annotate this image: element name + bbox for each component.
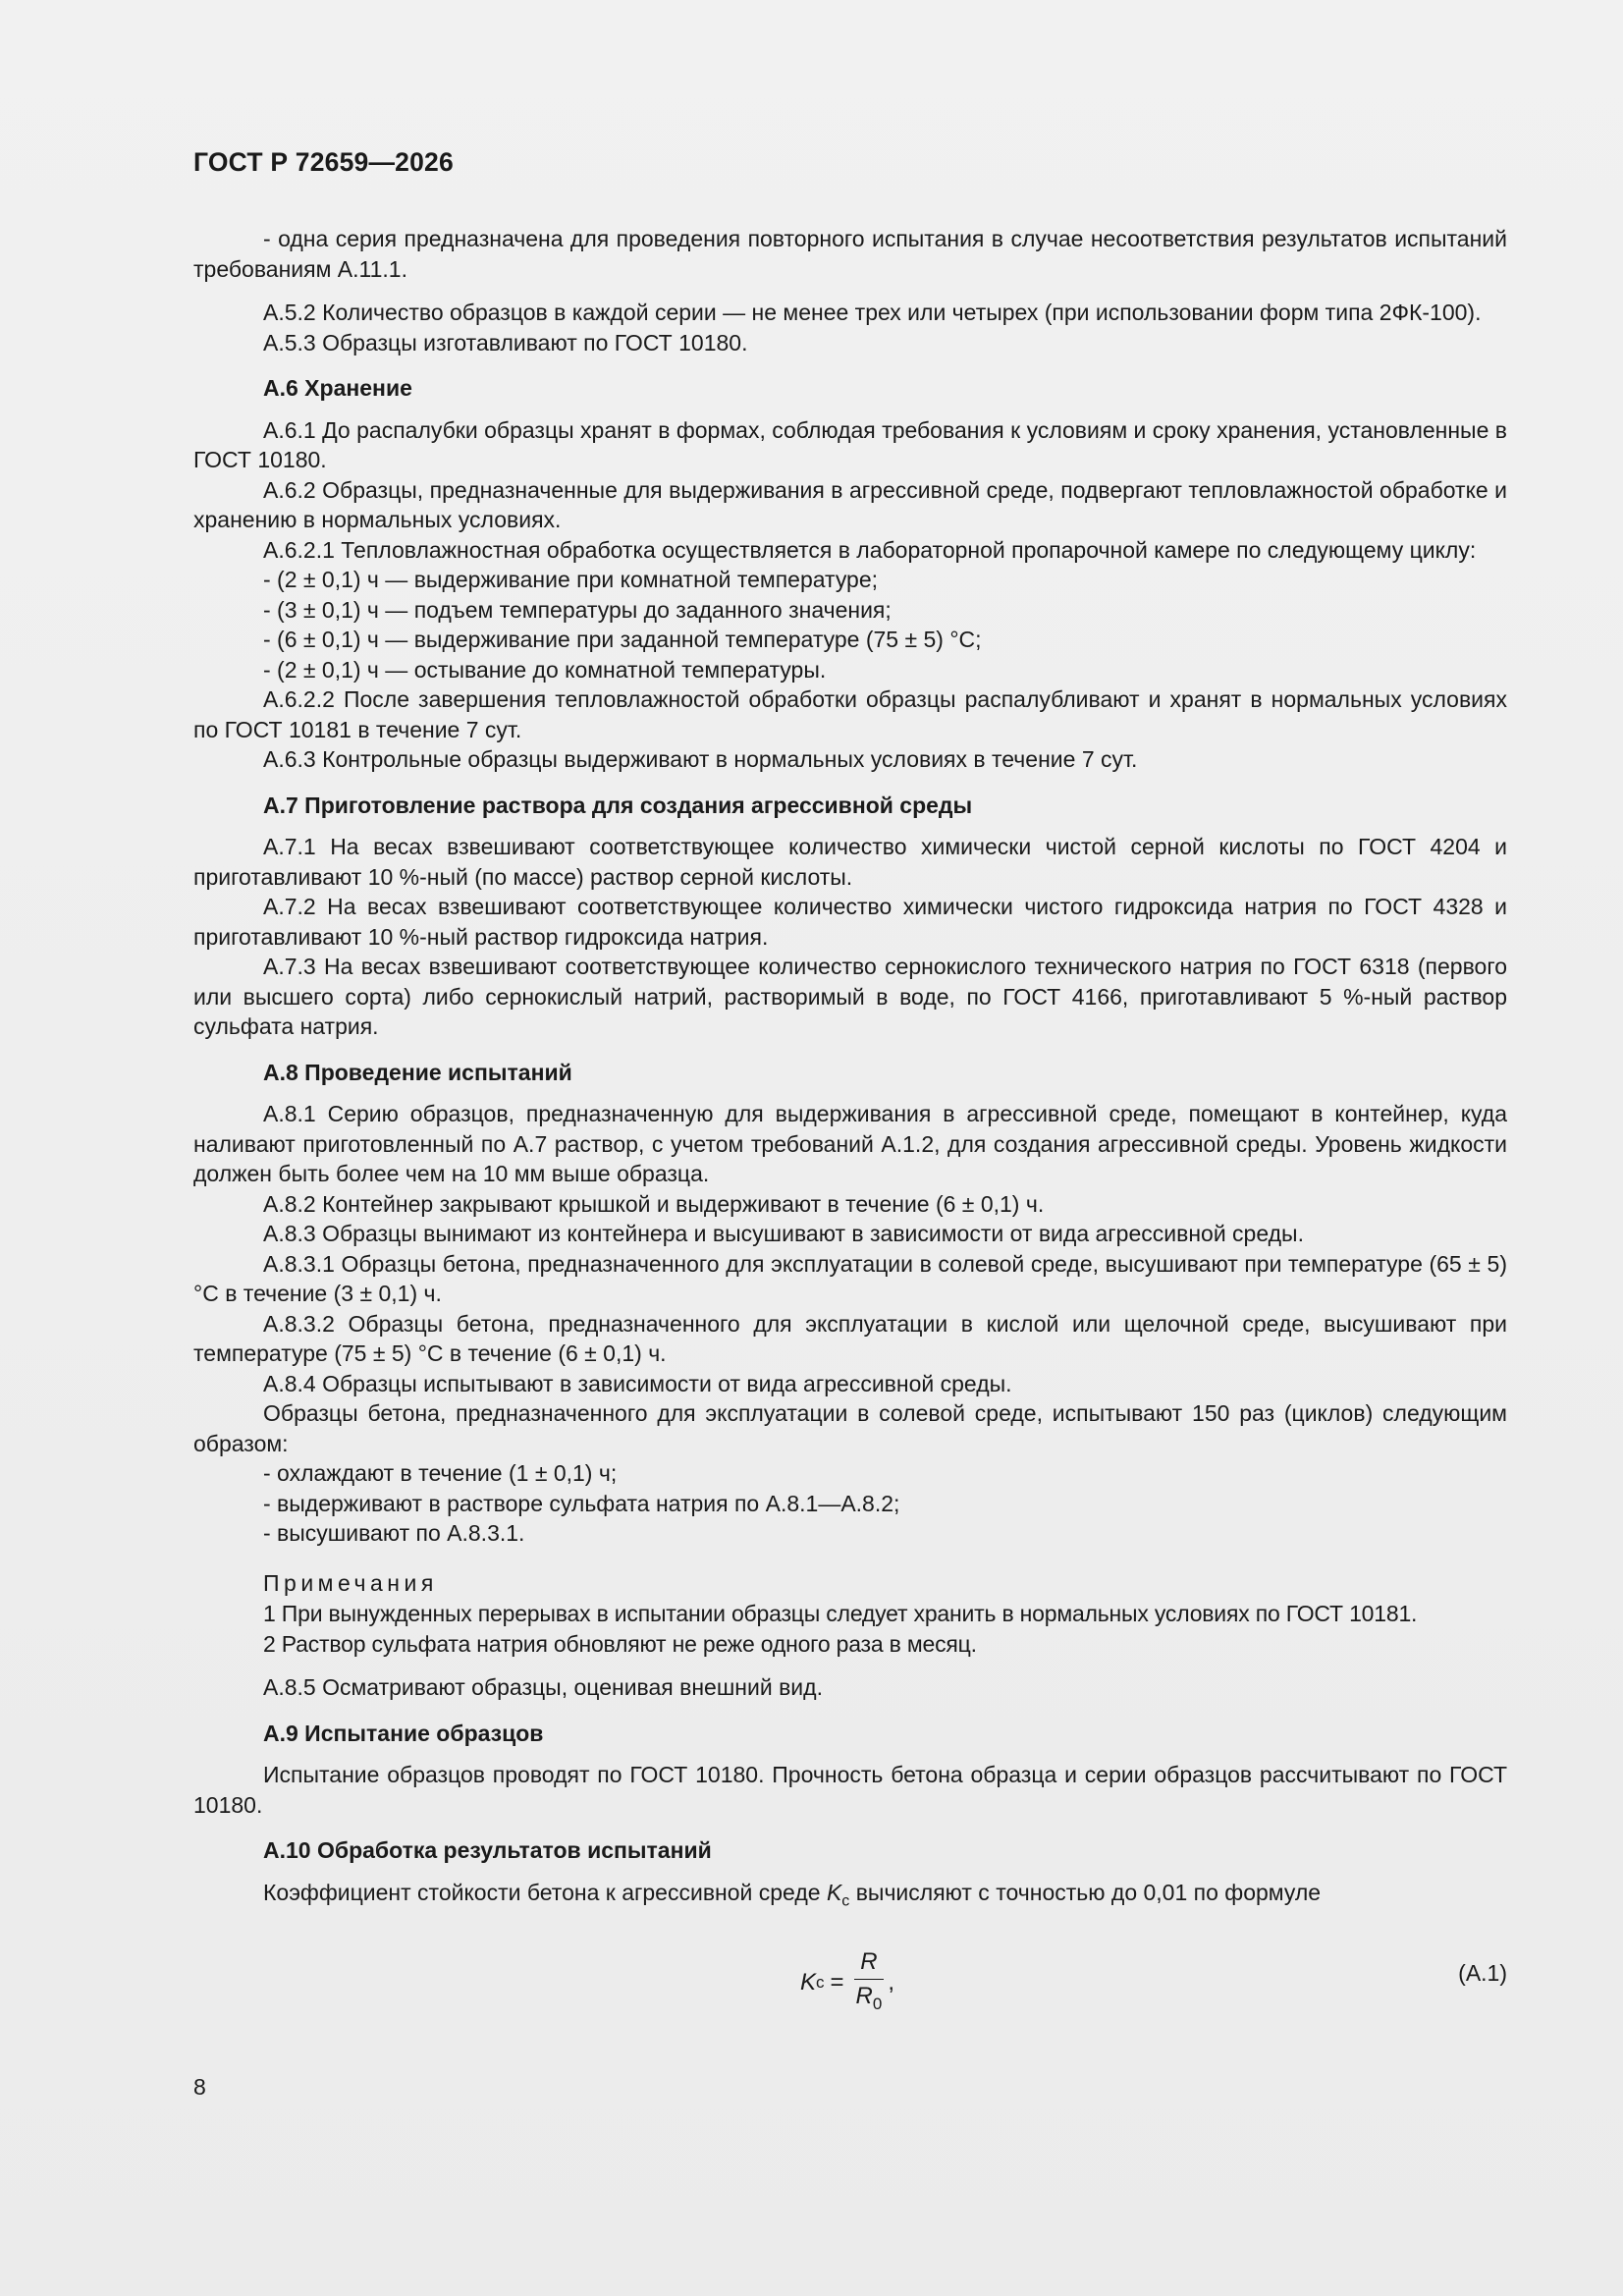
heading-a10: А.10 Обработка результатов испытаний <box>263 1837 712 1863</box>
formula-row <box>193 1937 1507 2031</box>
formula-numerator: R <box>854 1945 883 1980</box>
list-item: - высушивают по А.8.3.1. <box>263 1520 525 1546</box>
heading-a6: А.6 Хранение <box>263 375 412 401</box>
list-item: - (2 ± 0,1) ч — выдерживание при комнатной температуре; <box>263 567 879 592</box>
note-item: 2 Раствор сульфата натрия обновляют не реже одного раза в месяц. <box>263 1630 977 1657</box>
formula-denominator-symbol: R <box>855 1983 873 2010</box>
a10-text: Коэффициент стойкости бетона к агрессивной среде <box>263 1879 821 1905</box>
paragraph-series-note: - одна серия предназначена для проведения повторного испытания в случае несоответствия результатов испытаний требованиям А.11.1. <box>193 226 1507 282</box>
document-code-header: ГОСТ Р 72659—2026 <box>193 147 454 177</box>
a10-symbol: K <box>826 1879 842 1905</box>
paragraph-a7-2: А.7.2 На весах взвешивают соответствующее количество химически чистого гидроксида натрия по ГОСТ 4328 и приготавливают 10 %-ный раствор гидроксида натрия. <box>193 894 1507 950</box>
formula-denominator <box>852 1980 887 2021</box>
note-item: 1 При вынужденных перерывах в испытании образцы следует хранить в нормальных условиях по ГОСТ 10181. <box>263 1601 1418 1626</box>
paragraph-a8-4: А.8.4 Образцы испытывают в зависимости от вида агрессивной среды. <box>263 1370 1012 1396</box>
page-number: 8 <box>193 2074 206 2100</box>
paragraph-a5-2: А.5.2 Количество образцов в каждой серии — не менее трех или четырех (при использовании форм типа 2ФК-100). <box>263 300 1482 325</box>
a10-symbol-sub: с <box>841 1892 850 1910</box>
paragraph-a8-3-2: А.8.3.2 Образцы бетона, предназначенного для эксплуатации в кислой или щелочной среде, высушивают при температуре (75 ± 5) °С в течение (6 ± 0,1) ч. <box>193 1310 1507 1366</box>
paragraph-a6-2: А.6.2 Образцы, предназначенные для выдерживания в агрессивной среде, подвергают тепловлажностой обработке и хранению в нормальных условиях. <box>193 476 1507 532</box>
heading-a9: А.9 Испытание образцов <box>263 1720 544 1746</box>
formula-a1 <box>800 1937 894 2031</box>
list-item: - охлаждают в течение (1 ± 0,1) ч; <box>263 1460 618 1486</box>
paragraph-a6-3: А.6.3 Контрольные образцы выдерживают в нормальных условиях в течение 7 сут. <box>263 746 1138 772</box>
paragraph-a6-2-1: А.6.2.1 Тепловлажностная обработка осуществляется в лабораторной пропарочной камере по следующему циклу: <box>263 536 1477 563</box>
paragraph-a9: Испытание образцов проводят по ГОСТ 10180. Прочность бетона образца и серии образцов рассчитывают по ГОСТ 10180. <box>193 1762 1507 1818</box>
a10-tail: вычисляют с точностью до 0,01 по формуле <box>855 1879 1322 1905</box>
paragraph-a10 <box>193 1878 1507 1917</box>
formula-lhs-sub: с <box>816 1973 825 1993</box>
list-item: - (2 ± 0,1) ч — остывание до комнатной температуры. <box>263 656 827 683</box>
list-item: - выдерживают в растворе сульфата натрия по А.8.1—А.8.2; <box>263 1490 900 1516</box>
paragraph-a8-3-1: А.8.3.1 Образцы бетона, предназначенного для эксплуатации в солевой среде, высушивают при температуре (65 ± 5) °С в течение (3 ± 0,1) ч. <box>193 1250 1507 1306</box>
formula-fraction <box>852 1945 887 2021</box>
paragraph-a8-1: А.8.1 Серию образцов, предназначенную для выдерживания в агрессивной среде, помещают в контейнер, куда наливают приготовленный по А.7 раствор, с учетом требований А.1.2, для создания агрессивной среды. Уровень жидкости должен быть более чем на 10 мм выше образца. <box>193 1101 1507 1186</box>
paragraph-a8-2: А.8.2 Контейнер закрывают крышкой и выдерживают в течение (6 ± 0,1) ч. <box>263 1190 1045 1217</box>
formula-denominator-sub: 0 <box>872 1995 883 2014</box>
formula-equals: = <box>830 1969 844 1996</box>
heading-a7: А.7 Приготовление раствора для создания агрессивной среды <box>263 792 973 818</box>
formula-number: (А.1) <box>1458 1959 1507 1986</box>
paragraph-a7-3: А.7.3 На весах взвешивают соответствующее количество сернокислого технического натрия по ГОСТ 6318 (первого или высшего сорта) либо сернокислый натрий, растворимый в воде, по ГОСТ 4166, приготавливают 5 %-ный раствор сульфата натрия. <box>193 954 1507 1039</box>
formula-trailing-comma: , <box>888 1969 895 1996</box>
notes-title: Примечания <box>263 1569 438 1596</box>
heading-a8: А.8 Проведение испытаний <box>263 1059 572 1085</box>
paragraph-a6-2-2: А.6.2.2 После завершения тепловлажностой обработки образцы распалубливают и хранят в нормальных условиях по ГОСТ 10181 в течение 7 сут. <box>193 686 1507 742</box>
paragraph-a8-3: А.8.3 Образцы вынимают из контейнера и высушивают в зависимости от вида агрессивной среды. <box>263 1221 1304 1246</box>
paragraph-a5-3: А.5.3 Образцы изготавливают по ГОСТ 10180. <box>263 329 748 355</box>
list-item: - (3 ± 0,1) ч — подъем температуры до заданного значения; <box>263 596 892 623</box>
paragraph-a6-1: А.6.1 До распалубки образцы хранят в формах, соблюдая требования к условиям и сроку хранения, установленные в ГОСТ 10180. <box>193 416 1507 472</box>
formula-lhs: K <box>800 1969 817 1996</box>
page-content <box>193 224 1507 2031</box>
list-item: - (6 ± 0,1) ч — выдерживание при заданной температуре (75 ± 5) °С; <box>263 627 982 652</box>
paragraph-a7-1: А.7.1 На весах взвешивают соответствующее количество химически чистой серной кислоты по ГОСТ 4204 и приготавливают 10 %-ный (по массе) раствор серной кислоты. <box>193 834 1507 890</box>
paragraph-a8-4-salt: Образцы бетона, предназначенного для эксплуатации в солевой среде, испытывают 150 раз (циклов) следующим образом: <box>193 1400 1507 1456</box>
paragraph-a8-5: А.8.5 Осматривают образцы, оценивая внешний вид. <box>263 1674 823 1700</box>
